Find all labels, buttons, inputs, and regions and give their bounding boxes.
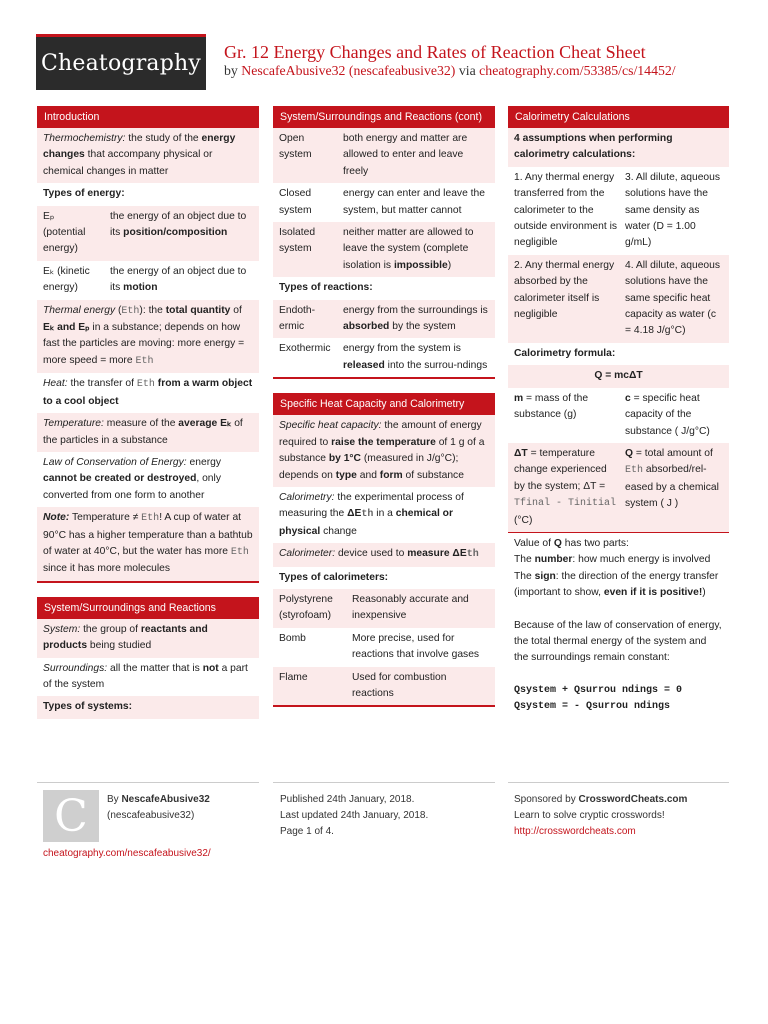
column-2 <box>273 106 495 721</box>
endothermic-key: Endoth-ermic <box>279 304 316 333</box>
bold-text: from a warm object to a cool object <box>43 378 253 407</box>
flame-key: Flame <box>279 671 308 683</box>
text: = mass of the substance (g) <box>514 392 589 421</box>
endothermic-row <box>273 300 495 339</box>
system-row <box>37 619 259 658</box>
exothermic-value <box>343 341 489 374</box>
ep-value <box>110 209 253 258</box>
closed-system-value: energy can enter and leave the system, but matter cannot <box>343 188 485 216</box>
text: in a substance; depends on how fast the particles are moving: more energy = more speed = more <box>43 322 245 366</box>
cheatography-logo[interactable] <box>36 34 206 90</box>
text: , only converted from one form to another <box>43 473 221 501</box>
text: ) <box>702 587 706 599</box>
dt-q-row <box>508 443 729 532</box>
bomb-row <box>273 628 495 667</box>
term: Heat: <box>43 378 68 390</box>
byline <box>224 63 676 79</box>
bold-text: ΔE <box>347 508 362 520</box>
spacer <box>514 667 723 683</box>
formula-label <box>508 343 729 365</box>
formula-row <box>508 365 729 387</box>
author-profile-link[interactable]: cheatography.com/nescafeabusive32/ <box>43 848 211 859</box>
text: ) <box>447 259 452 271</box>
m-symbol: m <box>514 392 524 404</box>
term: Temperature: <box>43 418 104 430</box>
text: being studied <box>87 640 152 652</box>
label: Types of reactions: <box>279 282 373 294</box>
text: ): the <box>139 304 166 316</box>
thermochemistry-row <box>37 128 259 183</box>
section-heading: Specific Heat Capacity and Calorimetry <box>273 393 495 415</box>
bold-text: impossible <box>393 259 448 271</box>
text: = temperature change experienced by the system; ΔT = <box>514 447 607 492</box>
text: a part of the system <box>43 662 248 690</box>
section-heading: Calorimetry Calculations <box>508 106 729 128</box>
open-system-key: Open system <box>279 133 312 161</box>
mono-text: Eth <box>121 305 140 317</box>
term: Note: <box>43 512 70 524</box>
note-row <box>37 507 259 581</box>
label: Calorimetry formula: <box>514 347 616 359</box>
sponsor-line <box>514 792 687 808</box>
author-link[interactable]: NescafeAbusive32 (nescafeabusive32) <box>241 63 456 78</box>
text: : how much energy is involved <box>572 554 711 566</box>
m-definition <box>514 391 625 440</box>
text: into the surrou-ndings <box>384 359 488 371</box>
text: : the direction of the energy transfer (important to show, <box>514 570 719 599</box>
term: Law of Conservation of Energy: <box>43 456 187 468</box>
text: the group of <box>80 623 141 635</box>
avatar <box>43 790 99 842</box>
label: 4 assumptions when performing calorimetry calculations: <box>514 133 673 161</box>
text: By <box>107 794 122 805</box>
because-text: Because of the law of conservation of energy, the total thermal energy of the system and the surroundings remain constant: <box>514 619 722 664</box>
ep-sub: (potential energy) <box>43 227 86 255</box>
bold-text: not <box>202 662 219 674</box>
term: Calorimetry: <box>279 491 335 503</box>
text: of substance <box>402 469 464 481</box>
q-symbol: Q <box>625 447 634 459</box>
formula: Q = mcΔT <box>594 370 643 382</box>
byline-via: via <box>458 63 476 78</box>
bold-text: absorbed <box>343 321 390 333</box>
mono-text: Eth <box>141 513 160 525</box>
term: Thermal energy <box>43 304 116 316</box>
text: the study of the <box>125 133 202 144</box>
exothermic-key: Exothermic <box>279 343 331 355</box>
bomb-key: Bomb <box>279 632 306 644</box>
ek-value <box>110 264 253 297</box>
specific-heat-row <box>273 415 495 487</box>
text: = specific heat capacity of the substance ( J/g°C) <box>625 392 710 437</box>
types-reactions-label <box>273 277 495 299</box>
ep-row <box>37 206 259 261</box>
author-line <box>107 792 210 808</box>
assumption-2: 2. Any thermal energy absorbed by the calorimeter itself is negligible <box>514 259 615 321</box>
section-specific-heat <box>273 393 495 707</box>
calorimeter-row <box>273 543 495 566</box>
section-heading: Introduction <box>37 106 259 128</box>
logo-text: Cheatography <box>40 51 202 76</box>
dt-symbol: ΔT <box>514 447 528 459</box>
exothermic-row <box>273 338 495 377</box>
text: energy <box>186 456 222 468</box>
footer-divider <box>37 782 259 783</box>
sponsor-tagline: Learn to solve cryptic crosswords! <box>514 810 665 821</box>
mono-text: Eth <box>136 379 155 391</box>
assumption-1: 1. Any thermal energy transferred from the calorimeter to the outside environment is negligible <box>514 171 618 249</box>
column-1 <box>37 106 259 733</box>
text: all the matter that is <box>107 662 203 674</box>
footer-divider <box>508 782 729 783</box>
text: change <box>320 525 357 537</box>
text: measure of the <box>103 418 179 430</box>
text: device used to <box>335 548 408 560</box>
text: since it has more molecules <box>43 563 171 575</box>
mono-text: th <box>466 549 479 561</box>
term: Specific heat capacity: <box>279 420 382 432</box>
c-definition <box>625 391 723 440</box>
section-heading: System/Surroundings and Reactions (cont) <box>273 106 495 128</box>
ek-key <box>43 264 110 297</box>
isolated-system-value <box>343 225 489 274</box>
assumptions-row-1 <box>508 167 729 255</box>
q-definition <box>625 446 723 529</box>
isolated-system-key: Isolated system <box>279 227 316 255</box>
assumption-3: 3. All dilute, aqueous solutions have the same density as water (D = 1.00 g/mL) <box>625 171 721 249</box>
spacer <box>514 602 723 618</box>
mono-text: Eth <box>625 465 644 477</box>
calorimetry-row <box>273 487 495 543</box>
text: the amount of energy required to <box>279 420 482 448</box>
sheet-url-link[interactable]: cheatography.com/53385/cs/14452/ <box>479 63 676 78</box>
conservation-row <box>37 452 259 507</box>
polystyrene-row <box>273 589 495 628</box>
text: that accompany physical or chemical changes in matter <box>43 149 213 177</box>
sign-line <box>514 569 723 602</box>
text: by the system <box>389 321 456 333</box>
term: Calorimeter: <box>279 548 336 560</box>
bold-text: motion <box>123 282 158 294</box>
bold-text: measure ΔE <box>407 548 467 560</box>
types-calorimeters-label <box>273 567 495 589</box>
bold-text: chemical or physical <box>279 508 453 537</box>
bold-text: total quantity <box>165 304 231 316</box>
bold-text: by 1°C <box>328 453 361 465</box>
bold-text: even if it is positive! <box>603 587 703 599</box>
bold-text: cannot be created or destroyed <box>43 473 197 485</box>
sponsor-link[interactable]: http://crosswordcheats.com <box>514 826 636 837</box>
m-c-row <box>508 388 729 443</box>
bold-text: Eₖ and Eₚ <box>43 322 90 334</box>
label: Types of systems: <box>43 701 133 713</box>
temperature-row <box>37 413 259 452</box>
bold-text: Q <box>553 537 562 549</box>
ek-symbol: Eₖ <box>43 265 55 277</box>
term: Thermochemistry: <box>43 133 126 144</box>
label: Types of energy: <box>43 188 125 200</box>
q-explanation <box>508 533 729 719</box>
assumption-4: 4. All dilute, aqueous solutions have the same specific heat capacity as water (c = 4.18 J/g°C) <box>625 259 721 337</box>
text: the transfer of <box>67 378 137 390</box>
isolated-system-row <box>273 222 495 277</box>
section-introduction <box>37 106 259 583</box>
byline-by: by <box>224 63 238 78</box>
value-line <box>514 536 723 552</box>
text: energy from the system is <box>343 343 461 355</box>
bold-text: number <box>534 554 573 566</box>
term: Surroundings: <box>43 662 108 674</box>
mono-text: Eth <box>230 546 249 558</box>
endothermic-value <box>343 303 489 336</box>
text: in a <box>373 508 396 520</box>
footer-divider <box>273 782 495 783</box>
polystyrene-key: Polystyrene (styrofoam) <box>279 593 333 622</box>
closed-system-row <box>273 183 495 222</box>
footer-dates <box>280 792 428 840</box>
c-symbol: c <box>625 392 631 404</box>
text: Value of <box>514 537 554 549</box>
bold-text: raise the temperature <box>331 436 436 448</box>
mono-text: Tfinal - Tinitial <box>514 498 617 510</box>
surroundings-row <box>37 658 259 697</box>
footer-sponsor <box>514 792 687 840</box>
thermal-energy-row <box>37 300 259 374</box>
flame-row <box>273 667 495 706</box>
label: Types of calorimeters: <box>279 571 389 583</box>
text: (°C) <box>514 514 533 526</box>
assumptions-row-2 <box>508 255 729 343</box>
bold-text: form <box>379 469 403 481</box>
text: of 1 g of a substance <box>279 436 485 465</box>
equation-1: Qsystem + Qsurrou ndings = 0 <box>514 684 683 696</box>
text: the energy of an object due to its <box>110 265 247 294</box>
page-number: Page 1 of 4. <box>280 826 334 837</box>
ek-row <box>37 261 259 300</box>
text: ( <box>115 304 122 316</box>
polystyrene-value: Reasonably accurate and inexpensive <box>352 593 469 622</box>
page-title: Gr. 12 Energy Changes and Rates of Reaction Cheat Sheet <box>224 42 646 62</box>
bold-text: average Eₖ <box>178 418 232 430</box>
ep-symbol: Eₚ <box>43 210 55 222</box>
bold-text: reactants and products <box>43 623 208 652</box>
bold-text: position/composition <box>123 227 228 239</box>
section-heading: System/Surroundings and Reactions <box>37 597 259 619</box>
column-3 <box>508 106 729 733</box>
closed-system-key: Closed system <box>279 188 312 216</box>
bold-text: type <box>335 469 357 481</box>
term: System: <box>43 623 81 635</box>
text: the experimental process of measuring the <box>279 491 464 520</box>
dt-definition <box>514 446 625 529</box>
heat-row <box>37 373 259 413</box>
text: Sponsored by <box>514 794 579 805</box>
published-date: Published 24th January, 2018. <box>280 794 415 805</box>
section-system-surroundings <box>37 597 259 719</box>
bomb-value: More precise, used for reactions that involve gases <box>352 632 480 661</box>
ek-sub: (kinetic energy) <box>43 265 90 294</box>
text: has two parts: <box>561 537 629 549</box>
text: neither matter are allowed to leave the system (complete isolation is <box>343 227 474 271</box>
bold-text: sign <box>534 570 556 582</box>
footer-author <box>107 792 210 824</box>
number-line <box>514 552 723 568</box>
open-system-row <box>273 128 495 183</box>
section-system-surroundings-cont <box>273 106 495 379</box>
mono-text: th <box>361 509 374 521</box>
author-handle: (nescafeabusive32) <box>107 810 195 821</box>
text: = total amount of <box>633 447 713 459</box>
mono-text: Eth <box>135 355 154 367</box>
flame-value: Used for combustion reactions <box>352 671 447 699</box>
text: energy from the surroundings is <box>343 304 488 316</box>
section-calorimetry-calculations <box>508 106 729 719</box>
footer-author-link[interactable]: NescafeAbusive32 <box>121 794 210 805</box>
equation-2: Qsystem = - Qsurrou ndings <box>514 701 671 713</box>
text: Temperature ≠ <box>69 512 142 524</box>
sponsor-name[interactable]: CrosswordCheats.com <box>578 794 688 805</box>
ep-key <box>43 209 110 258</box>
avatar-letter: C <box>54 790 88 842</box>
text: and <box>356 469 380 481</box>
assumptions-label <box>508 128 729 167</box>
text: The <box>514 554 535 566</box>
updated-date: Last updated 24th January, 2018. <box>280 810 429 821</box>
open-system-value: both energy and matter are allowed to enter and leave freely <box>343 133 468 177</box>
text: of the particles in a substance <box>43 418 243 446</box>
text: (measured in J/g°C); depends on <box>279 453 459 481</box>
text: of <box>230 304 242 316</box>
text: ! A cup of water at 90°C has a higher temperature than a bathtub of water at 40°C, but the water has more <box>43 512 253 557</box>
text: The <box>514 570 535 582</box>
types-energy-label <box>37 183 259 205</box>
text: absorbed/rel-eased by a chemical system ( J ) <box>625 464 719 510</box>
bold-text: energy changes <box>43 133 236 161</box>
text: the energy of an object due to its <box>110 210 247 239</box>
types-systems-label <box>37 696 259 718</box>
bold-text: released <box>343 359 385 371</box>
